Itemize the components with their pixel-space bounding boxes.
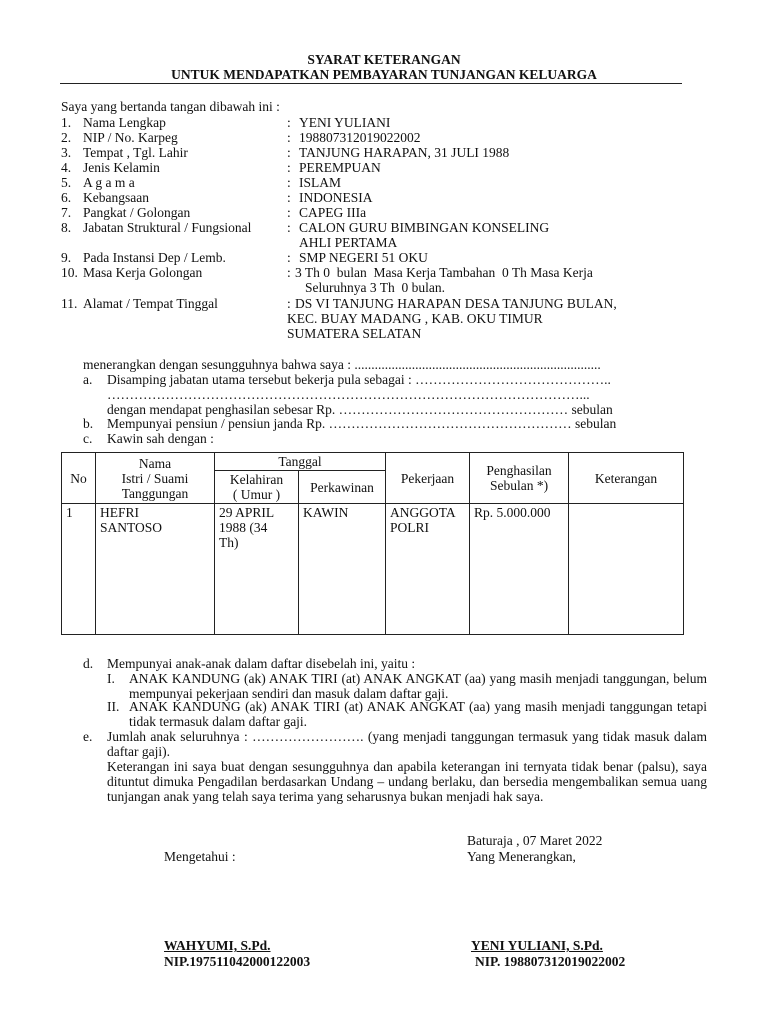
cell-nama: HEFRI SANTOSO <box>96 504 215 635</box>
table-row <box>62 504 684 635</box>
field-no: 11. <box>61 296 78 311</box>
title-divider <box>60 83 682 84</box>
field-no: 4. <box>61 160 72 175</box>
field-no: 1. <box>61 115 72 130</box>
intro-text: Saya yang bertanda tangan dibawah ini : <box>61 99 280 114</box>
field-sep: : <box>287 175 291 190</box>
header-penghasilan: Penghasilan Sebulan *) <box>470 453 569 504</box>
item-e-text: Jumlah anak seluruhnya : ……………………. (yang menjadi tanggungan termasuk yang tidak masuk dalam daftar gaji). <box>107 729 707 759</box>
field-no: 7. <box>61 205 72 220</box>
header-pekerjaan: Pekerjaan <box>386 453 470 504</box>
field-value-continued: AHLI PERTAMA <box>299 235 398 250</box>
field-sep: : <box>287 190 291 205</box>
field-label: Kebangsaan <box>83 190 149 205</box>
field-sep: : <box>287 130 291 145</box>
field-label: Pada Instansi Dep / Lemb. <box>83 250 226 265</box>
field-no: 9. <box>61 250 72 265</box>
field-no: 5. <box>61 175 72 190</box>
field-sep: : <box>287 250 291 265</box>
header-nama: Nama Istri / Suami Tanggungan <box>96 453 215 504</box>
item-a-letter: a. <box>83 372 93 387</box>
field-value: INDONESIA <box>299 190 373 205</box>
field-no: 6. <box>61 190 72 205</box>
spouse-table <box>61 452 684 635</box>
item-b-letter: b. <box>83 416 94 431</box>
field-label: Pangkat / Golongan <box>83 205 191 220</box>
header-keterangan: Keterangan <box>569 453 684 504</box>
item-b-text: Mempunyai pensiun / pensiun janda Rp. ……………………………………………… sebulan <box>107 416 617 431</box>
field-no: 8. <box>61 220 72 235</box>
child-option-i-text: ANAK KANDUNG (ak) ANAK TIRI (at) ANAK ANGKAT (aa) yang masih menjadi tanggungan, belum mempunyai pekerjaan sendiri dan masuk dalam daftar gaji. <box>129 671 707 701</box>
item-a-income: dengan mendapat penghasilan sebesar Rp. …………………………………………… sebulan <box>107 402 613 417</box>
place-date: Baturaja , 07 Maret 2022 <box>467 833 603 848</box>
item-d-text: Mempunyai anak-anak dalam daftar disebelah ini, yaitu : <box>107 656 416 671</box>
document-subtitle: UNTUK MENDAPATKAN PEMBAYARAN TUNJANGAN KELUARGA <box>171 67 597 82</box>
field-label: Alamat / Tempat Tinggal <box>83 296 218 311</box>
field-label: NIP / No. Karpeg <box>83 130 178 145</box>
right-signatory-nip: NIP. 198807312019022002 <box>475 954 626 969</box>
field-no: 3. <box>61 145 72 160</box>
field-label: A g a m a <box>83 175 135 190</box>
item-c-letter: c. <box>83 431 93 446</box>
closing-paragraph: Keterangan ini saya buat dengan sesungguhnya dan apabila keterangan ini ternyata tidak benar (palsu), saya dituntut dimuka Pengadilan berdasarkan Undang – undang berlaku, dan bersedia mengembalikan semua uang tunjangan anak yang telah saya terima yang seharusnya bukan menjadi hak saya. <box>107 759 707 804</box>
field-value: TANJUNG HARAPAN, 31 JULI 1988 <box>299 145 510 160</box>
header-kelahiran: Kelahiran ( Umur ) <box>215 471 299 504</box>
cell-pekerjaan: ANGGOTA POLRI <box>386 504 470 635</box>
field-label: Nama Lengkap <box>83 115 166 130</box>
cell-perkawinan: KAWIN <box>299 504 386 635</box>
header-no: No <box>62 453 96 504</box>
field-sep: : <box>287 265 291 280</box>
field-value-continued: Seluruhnya 3 Th 0 bulan. <box>305 280 445 295</box>
document-title: SYARAT KETERANGAN <box>307 52 461 67</box>
cell-keterangan <box>569 504 684 635</box>
field-value: PEREMPUAN <box>299 160 381 175</box>
cell-kelahiran: 29 APRIL 1988 (34 Th) <box>215 504 299 635</box>
field-sep: : <box>287 115 291 130</box>
left-signature-label: Mengetahui : <box>164 849 236 864</box>
field-value-continued: KEC. BUAY MADANG , KAB. OKU TIMUR <box>287 311 543 326</box>
item-a-dots: ……………………………………………………………………………………………... <box>107 387 590 402</box>
item-e-letter: e. <box>83 729 93 744</box>
field-sep: : <box>287 205 291 220</box>
field-label: Jenis Kelamin <box>83 160 160 175</box>
item-d-letter: d. <box>83 656 94 671</box>
field-sep: : <box>287 160 291 175</box>
field-no: 10. <box>61 265 78 280</box>
field-value: ISLAM <box>299 175 342 190</box>
child-option-ii-text: ANAK KANDUNG (ak) ANAK TIRI (at) ANAK ANGKAT (aa) yang masih menjadi tanggungan tetapi tidak termasuk dalam daftar gaji. <box>129 699 707 729</box>
field-value: 3 Th 0 bulan Masa Kerja Tambahan 0 Th Masa Kerja <box>295 265 593 280</box>
field-sep: : <box>287 145 291 160</box>
header-perkawinan: Perkawinan <box>299 471 386 504</box>
field-label: Tempat , Tgl. Lahir <box>83 145 188 160</box>
left-signatory-nip: NIP.197511042000122003 <box>164 954 311 969</box>
cell-no: 1 <box>62 504 96 635</box>
field-no: 2. <box>61 130 72 145</box>
field-value: CALON GURU BIMBINGAN KONSELING <box>299 220 550 235</box>
field-value: CAPEG IIIa <box>299 205 367 220</box>
field-value: SMP NEGERI 51 OKU <box>299 250 428 265</box>
table-header-row <box>62 453 684 471</box>
field-sep: : <box>287 220 291 235</box>
cell-penghasilan: Rp. 5.000.000 <box>470 504 569 635</box>
field-value-continued: SUMATERA SELATAN <box>287 326 422 341</box>
right-signatory-name: YENI YULIANI, S.Pd. <box>471 938 603 953</box>
field-label: Jabatan Struktural / Fungsional <box>83 220 252 235</box>
header-tanggal: Tanggal <box>215 453 386 471</box>
field-label: Masa Kerja Golongan <box>83 265 203 280</box>
field-value: 198807312019022002 <box>299 130 421 145</box>
child-option-ii-label: II. <box>107 699 120 714</box>
item-c-text: Kawin sah dengan : <box>107 431 214 446</box>
field-value: DS VI TANJUNG HARAPAN DESA TANJUNG BULAN, <box>295 296 617 311</box>
field-value: YENI YULIANI <box>299 115 391 130</box>
statement-line: menerangkan dengan sesungguhnya bahwa saya : ......................................................................... <box>83 357 601 372</box>
left-signatory-name: WAHYUMI, S.Pd. <box>164 938 271 953</box>
item-a-text: Disamping jabatan utama tersebut bekerja pula sebagai : …………………………………….. <box>107 372 611 387</box>
right-signature-label: Yang Menerangkan, <box>467 849 576 864</box>
field-sep: : <box>287 296 291 311</box>
child-option-i-label: I. <box>107 671 115 686</box>
